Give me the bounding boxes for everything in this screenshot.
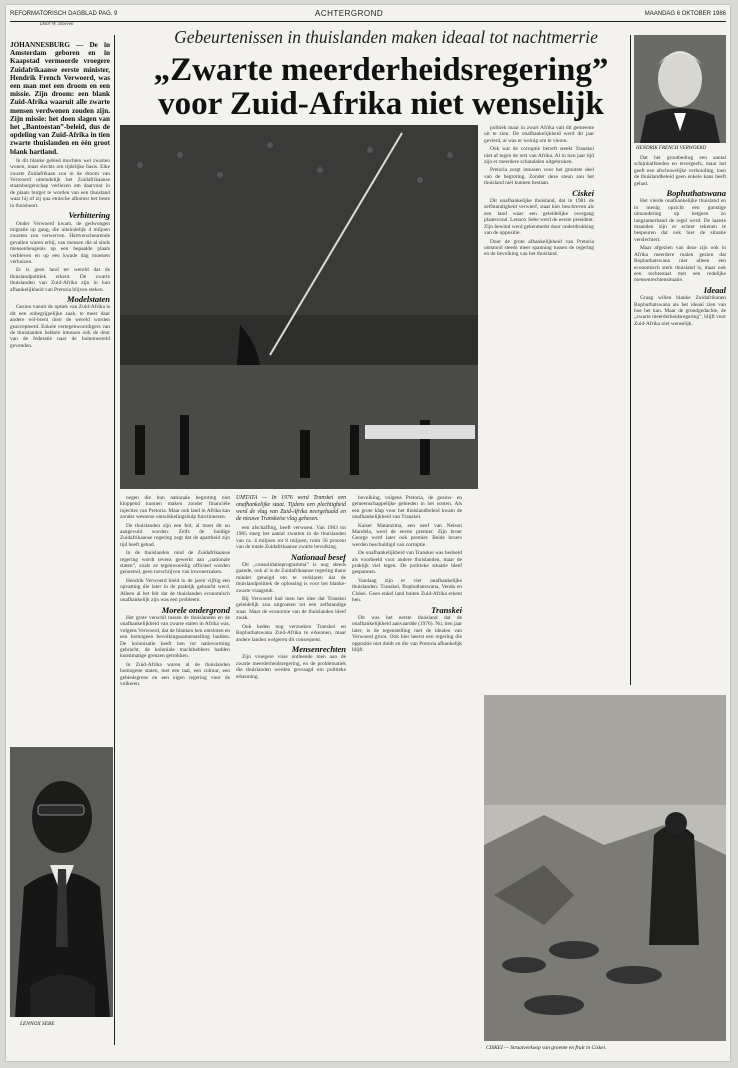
byline: Door W. Stoeven (40, 22, 74, 27)
headline-line-1: „Zwarte meerderheidsregering” (153, 52, 609, 88)
paragraph: De thuislanden zijn een feit, al moet dit nu aangevuld worden. Zelfs de huidige Zuidafrikaanse regering zegt dat de apartheid zijn tijd heeft gehad. (120, 522, 230, 548)
paragraph: Door de grote afhankelijkheid van Pretoria ontstond steeds meer spanning tussen de regering en de bevolking van het thuisland. (484, 238, 594, 258)
paragraph: Ook heden nog verzoeken Transkei en Bophuthatswana Zuid-Afrika te erkennen, maar andere landen weigeren dit consequent. (236, 623, 346, 643)
paragraph: een afschaffing, heeft verwoest. Van 1963 tot 1985 steeg het aantal zwarten in de thuislanden van ca. 4 miljoen tot 8 miljoen, ruim 56 procent van de totale Zuidafrikaanse zwarte bevolking. (236, 525, 346, 551)
section-heading: Bophuthatswana (666, 188, 726, 199)
lead-paragraph: JOHANNESBURG — De in Amsterdam geboren en in Kaapstad vermoorde vroegere Zuidafrikaanse eerste minister, Hendrik French Verwoerd, was een man met een droom en een missie. Zijn droom: een blank Zuid-Afrika waaruit alle zwarte mensen verdwenen zouden zijn. Zijn missie: het doen slagen van het „Bantoestan”-beleid, dus de opdeling van Zuid-Afrika in tien zwarte thuislanden en één groot blank hartland. (10, 41, 110, 156)
headline-line-2: voor Zuid-Afrika niet wenselijk (158, 86, 604, 122)
photo-caption-umtata: UMTATA — In 1976 werd Transkei een onafhankelijke staat. Tijdens een plechtigheid werd de vlag van Zuid-Afrika neergehaald en de nieuwe Transkeise vlag gehesen. (236, 495, 346, 522)
column-4 (352, 495, 462, 1045)
paragraph: Ook wat de corruptie betreft steekt Transkei niet af tegen de rest van Afrika. Al in tien jaar tijd zijn er meerdere schandalen uitgebroken. (484, 146, 594, 166)
paragraph: Dit was het eerste thuisland dat de onafhankelijkheid aanvaardde (1976). Nu, tien jaar later, is de tegenstelling met de idealen van Verwoerd groot. Ook hier heerst een regering die oppositie niet duldt en die van Pretoria afhankelijk blijft. (352, 614, 462, 653)
paragraph: Het vierde onafhankelijke thuisland en in menig opzicht een gunstige uitzondering op hetgeen zo langzamerhand de regel werd. De laatste maanden zijn er echter tekenen te bespeuren dat ook hier de situatie verslechtert. (634, 198, 726, 243)
column-divider (114, 35, 115, 1045)
paragraph: Zijn vroegere visie ontleende men aan de zwarte meerderheidsregering, en de problematiek die thuislanden werden gevraagd om politieke erkenning. (236, 654, 346, 680)
paragraph: Er is geen land ter wereld dat de thuislandpolitiek erkent. De zwarte thuislanden van Zuid-Afrika zijn in hun afhankelijkheid van Pretoria blijven steken. (10, 267, 110, 293)
column-5 (484, 125, 594, 685)
paragraph: Dit „consolidatieprogramma” is nog steeds gaande, ook al is de Zuidafrikaanse regering thans minder geneigd om te verklaren dat de thuislandpolitiek de oplossing is voor het blanke-zwarte vraagstuk. (236, 562, 346, 594)
photo-caption-ciskei: CISKEI — Straatverkoop van groente en fruit in Ciskei. (486, 1045, 607, 1051)
paragraph: Graag willen blanke Zuidafrikanen Bophuthatswana als het ideaal zien van hoe het kan. Maar de grondgedachte, de „zwarte meerderheidsregering”, blijft voor Zuid-Afrika niet wenselijk. (634, 295, 726, 327)
paragraph: politiek maar in zwart Afrika valt dit gemeente uit te zien. De onafhankelijkheid werd dit jaar gevierd, al was er weinig om te vieren. (484, 125, 594, 144)
paragraph: Vandaag zijn er vier onafhankelijke thuislanden: Transkei, Bophuthatswana, Venda en Ciskei. Geen enkel land buiten Zuid-Afrika erkent hen. (352, 577, 462, 604)
page-header (10, 9, 726, 22)
section-heading: Nationaal besef (290, 551, 346, 562)
paragraph: Maar afgezien van deze zijn ook in Afrika meerdere malen gezien dat Bophuthatswana niet alleen een economisch sterk thuisland is, maar ook een rechtsstaat met een redelijke mensenrechtensituatie. (634, 245, 726, 284)
lennox-sebe-photo (10, 747, 113, 1017)
portrait-illustration (10, 747, 113, 1017)
paragraph: bevolking, volgens Pretoria, de gezins- en gemeenschappelijke gebieden in het oosten. Als een grote klap voor het thuislandbeleid kwam de onafhankelijkheid van Transkei. (352, 495, 462, 521)
flag-ceremony-photo (120, 125, 478, 489)
paragraph: Pretoria zorgt intussen voor het grootste deel van de begroting. Zonder deze steun zou het thuisland niet kunnen bestaan. (484, 167, 594, 187)
subheadline: Gebeurtenissen in thuislanden maken ideaal tot nachtmerrie (174, 27, 598, 47)
flag-ceremony-illustration (120, 125, 478, 489)
paragraph: In dit blanke gebied mochten wel zwarten wonen, maar slechts om tijdelijke basis. Elke zwarte Zuidafrikaan zou in de droom van Verwoerd uiteindelijk het Zuidafrikaanse staatsburgerschap verliezen om daarvoor in de plaats burger te worden van een thuisland waar hij of zij qua etnische afkomst het beste in thuishoort. (10, 157, 110, 209)
column-1 (10, 35, 110, 743)
portrait-illustration (634, 35, 726, 143)
portrait-caption: HENDRIK FRENCH VERWOERD (636, 146, 707, 151)
section-heading: Morele ondergrond (161, 604, 230, 615)
column-2 (120, 495, 230, 1045)
paragraph: Het grote verschil tussen de thuislanden en de onafhankelijkheid van zwarte staten in Afrika was, volgens Verwoerd, dat de blanken hen ontsloten en een homogeen bevolkingssamenstelling hadden. De kolonisatie heeft hen tot natievorming gebracht, de koloniale machthebbers hadden kunstmatige grenzen getrokken. (120, 614, 230, 660)
section-heading: Verbittering (68, 210, 110, 221)
verwoerd-portrait (634, 35, 726, 143)
paragraph: In Zuid-Afrika waren al de thuislanden homogene staten, met een taal, een cultuur, een gebiedsgrens en een eigen regering voor de volkeren. (120, 661, 230, 687)
paragraph: Gezien vanuit de optiek van Zuid-Afrika is dit een onbegrijpelijke zaak, te meer daar andere wil-brent door de wereld worden geaccepteerd. Enkele vertegenwoordigers van de thuislanden hebben intussen ook de deur van de federatie naar de buitenwereld gevonden. (10, 304, 110, 349)
paragraph: De onafhankelijkheid van Transkei was bedoeld als voorbeeld voor andere thuislanden, maar de praktijk viel tegen. De politieke situatie bleef gespannen. (352, 550, 462, 576)
paragraph: In de thuislanden rond de Zuidafrikaanse regering wordt tevens gewerkt aan „nationale staten”, zoals ze tegenwoordig officieel worden genoemd, geen toeschrijven van inwonerzaken. (120, 550, 230, 576)
paragraph: negen die hun nationale begroting niet kloppend kunnen maken zonder financiële injecties van Pretoria. Maar ook land in Afrika kan zonder westerse ontwikkelingshulp functioneren. (120, 495, 230, 521)
section-heading: Ideaal (703, 284, 726, 295)
paragraph: Kaiser Matanzima, een neef van Nelson Mandela, werd de eerste premier. Zijn broer George werd later ook premier. Beide broers werden beschuldigd van corruptie. (352, 522, 462, 548)
paragraph: Dit onafhankelijke thuisland, dat in 1981 de zelfstandigheid verwierf, staat hier beschreven als een land waar een geleidelijke overgang plaatsvond. Lennox Sebe werd de eerste president. Zijn bewind werd gekenmerkt door onderdrukking van de oppositie. (484, 198, 594, 237)
section-heading: Ciskei (572, 187, 594, 198)
section-heading: Mensenrechten (291, 643, 346, 654)
photo-caption-sebe: LENNOX SEBE (20, 1021, 55, 1027)
paragraph: Onder Verwoerd kwam, de gedwongen migratie op gang, die uiteindelijk 4 miljoen zwarten zou verwerven. Hartverscheurende gevallen waren erbij, van mensen die al sinds mensenheugenis op een bepaalde plaats verbleven en op een kwade dag moesten verhuizen. (10, 220, 110, 265)
header-section: ACHTERGROND (315, 9, 384, 18)
paragraph: Bij Verwoerd had men het idee dat Transkei geleidelijk zou uitgroeien tot een zelfstandige staat. Maar de economie van de thuislanden bleef zwak. (236, 596, 346, 622)
header-date: MAANDAG 6 OKTOBER 1986 (644, 11, 726, 17)
newspaper-page (6, 5, 730, 1061)
paragraph: Hendrik Verwoerd hield in de jaren vijftig een opvatting die later in de praktijk gebracht werd. Alleen al het feit dat de thuislanden economisch onafhankelijk zijn was een probleem. (120, 577, 230, 604)
paragraph: Dat het grootbedrog een aantal schijnhalfsteden en tevergeefs, maar het geeft een afschuwelijke verhouding, toen de thuislandbeleid geen enkele kans heeft gehad. (634, 155, 726, 187)
column-divider (630, 35, 631, 685)
section-heading: Modelstaten (67, 293, 110, 304)
market-photo (484, 695, 726, 1041)
headline (126, 53, 636, 121)
section-heading: Transkei (431, 604, 462, 615)
header-left: REFORMATORISCH DAGBLAD PAG. 9 (10, 11, 118, 17)
column-3 (236, 495, 346, 1045)
market-illustration (484, 695, 726, 1041)
